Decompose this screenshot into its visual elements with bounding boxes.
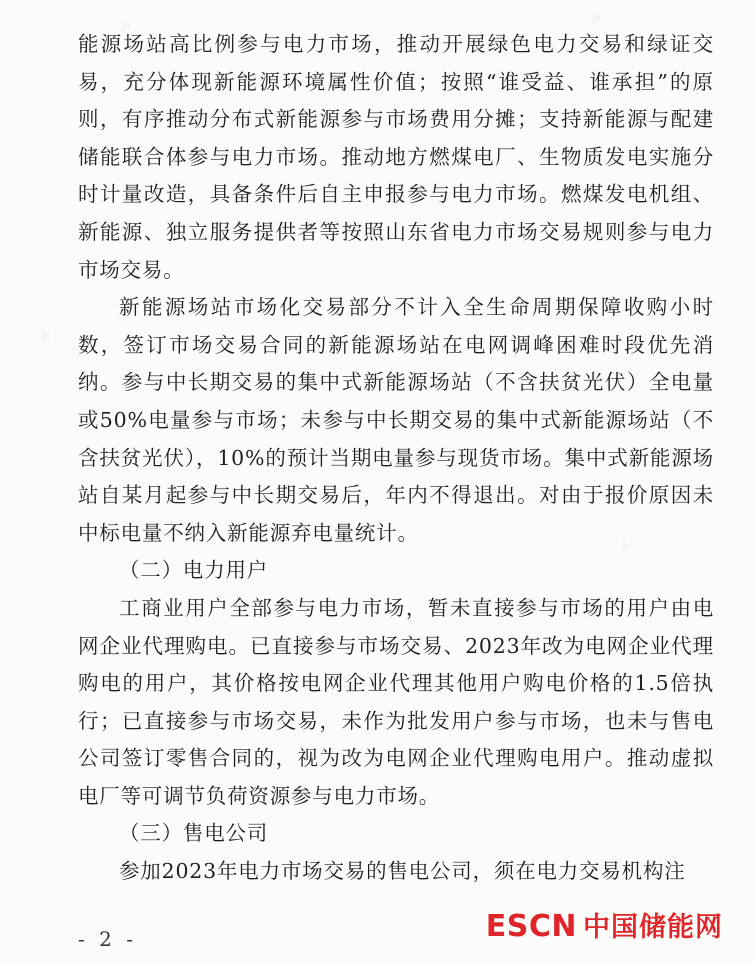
section-heading-retail-companies: （三）售电公司: [119, 821, 269, 846]
escn-logo-watermark: [486, 905, 723, 944]
background-watermark: ⁂: [617, 538, 634, 555]
logo-chinese-text: 中国储能网: [583, 912, 723, 943]
logo-latin-text: ESCN: [485, 909, 577, 944]
section-heading-power-users: （二）电力用户: [119, 558, 269, 583]
paragraph-2: 新能源场站市场化交易部分不计入全生命周期保障收购小时数，签订市场交易合同的新能源场站在电网调峰困难时段优先消纳。参与中长期交易的集中式新能源场站（不含扶贫光伏）全电量或50%电量参与市场；未参与中长期交易的集中式新能源场站（不含扶贫光伏），10%的预计当期电量参与现货市场。集中式新能源场站自某月起参与中长期交易后，年内不得退出。对由于报价原因未中标电量不纳入新能源弃电量统计。: [78, 295, 714, 545]
paragraph-3: 工商业用户全部参与电力市场，暂未直接参与市场的用户由电网企业代理购电。已直接参与市场交易、2023年改为电网企业代理购电的用户，其价格按电网企业代理其他用户购电价格的1.5倍执行；已直接参与市场交易，未作为批发用户参与市场，也未与售电公司签订零售合同的，视为改为电网企业代理购电用户。推动虚拟电厂等可调节负荷资源参与电力市场。: [78, 595, 714, 808]
paragraph-1: 能源场站高比例参与电力市场，推动开展绿色电力交易和绿证交易，充分体现新能源环境属性价值；按照“谁受益、谁承担”的原则，有序推动分布式新能源参与市场费用分摊；支持新能源与配建储能联合体参与电力市场。推动地方燃煤电厂、生物质发电实施分时计量改造，具备条件后自主申报参与电力市场。燃煤发电机组、新能源、独立服务提供者等按照山东省电力市场交易规则参与电力市场交易。: [78, 32, 714, 282]
background-watermark: ⁂: [587, 10, 604, 27]
paragraph-4: 参加2023年电力市场交易的售电公司，须在电力交易机构注: [119, 859, 686, 884]
background-watermark: ⁂: [37, 328, 54, 345]
document-body: [78, 26, 714, 891]
page-number: - 2 -: [78, 927, 137, 951]
background-watermark: ⁂: [117, 18, 134, 35]
